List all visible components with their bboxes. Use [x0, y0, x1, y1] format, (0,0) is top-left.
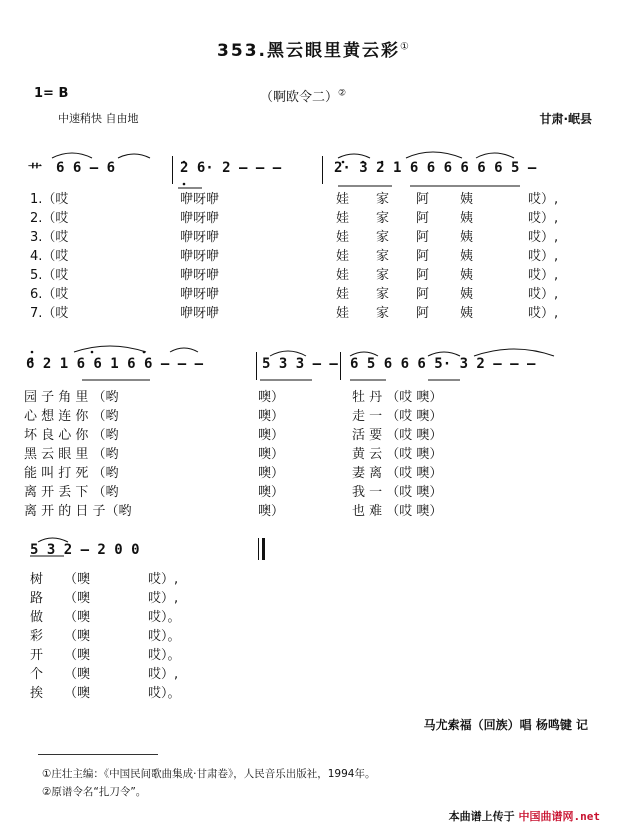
line1-lyrics-col5: [416, 190, 429, 323]
footnote-1: ①庄壮主编：《中国民间歌曲集成·甘肃卷》，人民音乐出版社，1994年。: [42, 768, 376, 780]
region-label: 甘肃·岷县: [539, 112, 592, 126]
lyric-cell: 姨: [460, 287, 474, 302]
lyric-cell: 阿: [416, 211, 430, 226]
lyric-cell: 哎）,: [528, 192, 559, 207]
lyric-cell: 7.（哎: [30, 306, 69, 321]
lyric-cell: 哎）,: [528, 287, 559, 302]
lyric-cell: 活 要 （哎 噢）: [352, 428, 443, 443]
lyric-cell: 咿呀咿: [180, 211, 220, 226]
lyric-cell: 挨: [30, 686, 44, 701]
lyric-cell: 彩: [30, 629, 44, 644]
tempo-marking: 中速稍快 自由地: [58, 112, 139, 125]
footnote-divider: [38, 754, 158, 755]
lyric-cell: 哎）,: [528, 268, 559, 283]
lyric-cell: 娃: [336, 192, 350, 207]
lyric-cell: 3.（哎: [30, 230, 69, 245]
lyric-cell: 能 叫 打 死 （哟: [24, 466, 119, 481]
lyric-cell: 家: [376, 249, 390, 264]
lyric-cell: 娃: [336, 211, 350, 226]
lyric-cell: 我 一 （哎 噢）: [352, 485, 443, 500]
lyric-cell: （噢: [64, 591, 91, 606]
line1-measure-1: 6 6 – 6: [56, 160, 116, 176]
lyric-cell: 阿: [416, 306, 430, 321]
line3-lyrics-col3: [148, 570, 181, 703]
line1-lyrics-col4: [376, 190, 389, 323]
lyric-cell: 阿: [416, 230, 430, 245]
lyric-cell: 哎）,: [528, 230, 559, 245]
line2-lyrics-col1: [24, 388, 132, 521]
lyric-cell: 2.（哎: [30, 211, 69, 226]
footnote-2: ②原谱令名“扎刀令”。: [42, 786, 147, 798]
lyric-cell: 噢）: [258, 447, 285, 462]
lyric-cell: 个: [30, 667, 44, 682]
lyric-cell: 娃: [336, 306, 350, 321]
site-logo[interactable]: [519, 810, 601, 823]
lyric-cell: 走 一 （哎 噢）: [352, 409, 443, 424]
line2-measure-1: 6 2 1 6 6 1 6 6 – – –: [26, 356, 204, 372]
lyric-cell: （噢: [64, 648, 91, 663]
barline: [172, 156, 173, 184]
lyric-cell: 离 开 的 日 子（哟: [24, 504, 132, 519]
lyric-cell: 家: [376, 192, 390, 207]
line1-lyrics-col6: [460, 190, 473, 323]
title-footnote-mark: ①: [399, 41, 411, 53]
line3-measure-1: 5 3 2 – 2 0 0: [30, 542, 140, 558]
lyric-cell: 路: [30, 591, 44, 606]
lyric-cell: 妻 离 （哎 噢）: [352, 466, 443, 481]
line2-measure-3: 6 5 6 6 6 5· 3 2 – – –: [350, 356, 536, 372]
line1-measure-3: 2· 3 2 1 6 6 6 6 6 6 5 –: [334, 160, 537, 176]
lyric-cell: 阿: [416, 192, 430, 207]
subtitle-footnote-mark: ②: [338, 88, 347, 99]
lyric-cell: 牡 丹 （哎 噢）: [352, 390, 443, 405]
lyric-cell: 噢）: [258, 409, 285, 424]
lyric-cell: 家: [376, 230, 390, 245]
lyric-cell: 1.（哎: [30, 192, 69, 207]
lyric-cell: （噢: [64, 572, 91, 587]
lyric-cell: 阿: [416, 249, 430, 264]
site-logo-text: 中国曲谱网: [518, 810, 574, 823]
lyric-cell: 姨: [460, 211, 474, 226]
lyric-cell: 园 子 角 里 （哟: [24, 390, 119, 405]
lyric-cell: 哎）,: [528, 306, 559, 321]
lyric-cell: 噢）: [258, 390, 285, 405]
key-signature: 1= B: [34, 86, 69, 101]
lyric-cell: 黑 云 眼 里 （哟: [24, 447, 119, 462]
lyric-cell: 家: [376, 306, 390, 321]
lyric-cell: 哎）。: [148, 686, 181, 701]
line3-lyrics-col1: [30, 570, 43, 703]
lyric-cell: 哎）,: [148, 591, 179, 606]
line2-measure-2: 5 3 3 – –: [262, 356, 338, 372]
final-barline-thin: [258, 538, 259, 560]
lyric-cell: 咿呀咿: [180, 230, 220, 245]
lyric-cell: 噢）: [258, 428, 285, 443]
lyric-cell: 哎）,: [148, 572, 179, 587]
lyric-cell: 离 开 丢 下 （哟: [24, 485, 119, 500]
lyric-cell: 咿呀咿: [180, 249, 220, 264]
barline: [340, 352, 341, 380]
lyric-cell: 咿呀咿: [180, 287, 220, 302]
line1-lyrics-col7: [528, 190, 558, 323]
lyric-cell: 4.（哎: [30, 249, 69, 264]
lyric-cell: 姨: [460, 192, 474, 207]
lyric-cell: 黄 云 （哎 噢）: [352, 447, 443, 462]
lyric-cell: 哎）。: [148, 610, 181, 625]
lyric-cell: 哎）,: [528, 249, 559, 264]
subtitle-text: （啊欧令二）: [260, 90, 339, 105]
line1-lyrics-col3: [336, 190, 349, 323]
lyric-cell: 娃: [336, 287, 350, 302]
final-barline-thick: [262, 538, 265, 560]
line1-lyrics-col1: [30, 190, 68, 323]
lyric-cell: 开: [30, 648, 44, 663]
lyric-cell: 也 难 （哎 噢）: [352, 504, 443, 519]
lyric-cell: 咿呀咿: [180, 268, 220, 283]
lyric-cell: （噢: [64, 667, 91, 682]
lyric-cell: 阿: [416, 268, 430, 283]
footer-text: 本曲谱上传于: [448, 810, 515, 823]
line2-lyrics-col3: [352, 388, 442, 521]
lyric-cell: 哎）。: [148, 648, 181, 663]
line1-measure-2: 2 6· 2 – – –: [180, 160, 282, 176]
lyric-cell: 娃: [336, 268, 350, 283]
lyric-cell: 哎）。: [148, 629, 181, 644]
lyric-cell: 哎）,: [148, 667, 179, 682]
lyric-cell: 姨: [460, 230, 474, 245]
line1-prefix: 艹: [28, 163, 42, 179]
lyric-cell: 娃: [336, 249, 350, 264]
lyric-cell: 家: [376, 287, 390, 302]
lyric-cell: 哎）,: [528, 211, 559, 226]
lyric-cell: 家: [376, 211, 390, 226]
lyric-cell: 噢）: [258, 504, 285, 519]
lyric-cell: （噢: [64, 686, 91, 701]
lyric-cell: 咿呀咿: [180, 306, 220, 321]
performer-credit: 马尤索福（回族）唱 杨鸣键 记: [423, 718, 588, 732]
lyric-cell: 做: [30, 610, 44, 625]
lyric-cell: 坏 良 心 你 （哟: [24, 428, 119, 443]
lyric-cell: 姨: [460, 268, 474, 283]
lyric-cell: 树: [30, 572, 44, 587]
barline: [322, 156, 323, 184]
lyric-cell: （噢: [64, 629, 91, 644]
lyric-cell: 娃: [336, 230, 350, 245]
lyric-cell: 家: [376, 268, 390, 283]
site-logo-suffix: .net: [573, 810, 600, 823]
lyric-cell: 咿呀咿: [180, 192, 220, 207]
lyric-cell: 姨: [460, 306, 474, 321]
lyric-cell: 阿: [416, 287, 430, 302]
lyric-cell: 噢）: [258, 485, 285, 500]
barline: [256, 352, 257, 380]
lyric-cell: （噢: [64, 610, 91, 625]
song-title-text: 353.黑云眼里黄云彩: [217, 41, 400, 61]
source-footer: [449, 808, 600, 824]
lyric-cell: 5.（哎: [30, 268, 69, 283]
line3-lyrics-col2: [64, 570, 90, 703]
lyric-cell: 噢）: [258, 466, 285, 481]
line2-lyrics-col2: [258, 388, 284, 521]
lyric-cell: 6.（哎: [30, 287, 69, 302]
line1-lyrics-col2: [180, 190, 219, 323]
lyric-cell: 姨: [460, 249, 474, 264]
lyric-cell: 心 想 连 你 （哟: [24, 409, 119, 424]
